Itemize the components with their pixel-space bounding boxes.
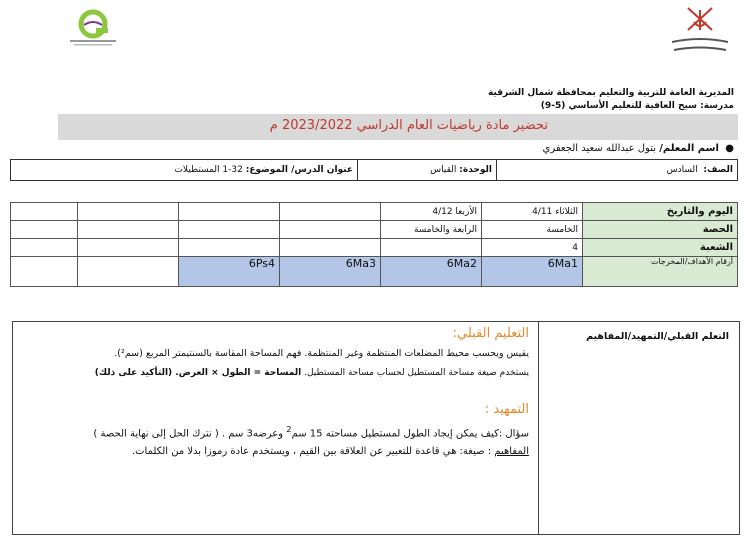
- period-label: الحصة: [583, 221, 738, 239]
- period-cell: [11, 221, 78, 239]
- date-cell: [78, 203, 179, 221]
- outcome-code-cell: 6Ma2: [381, 257, 482, 287]
- directorate-line: المديرية العامة للتربية والتعليم بمحافظة شمال الشرقية: [487, 88, 734, 98]
- day-date-label: اليوم والتاريخ: [583, 203, 738, 221]
- page-title: تحضير مادة رياضيات العام الدراسي 2023/2022 م: [269, 118, 548, 133]
- prior-learning-line2: يستخدم صيغة مساحة المستطيل لحساب مساحة المستطيل. المساحة = الطول × العرض. (التأكيد على ذلك): [94, 368, 529, 378]
- concepts-line: المفاهيم : صيغة: هي قاعدة للتعبير عن العلاقة بين القيم ، ويستخدم عادة رموزا بدلا من الكلمات.: [131, 446, 529, 457]
- unit-cell: الوحدة: القياس: [358, 160, 497, 181]
- topic-value: 32-1 المستطيلات: [174, 165, 243, 175]
- period-cell: [280, 221, 381, 239]
- section-cell: [11, 239, 78, 257]
- ministry-emblem-logo: [668, 4, 732, 56]
- date-cell: [280, 203, 381, 221]
- title-bar: [58, 114, 738, 140]
- period-cell: الرابعة والخامسة: [381, 221, 482, 239]
- unit-value: القياس: [430, 165, 457, 175]
- schedule-table: [10, 202, 738, 287]
- date-cell: [179, 203, 280, 221]
- section-cell: [179, 239, 280, 257]
- outcomes-label: أرقام الأهداف/المخرجات: [583, 257, 738, 287]
- section-label: الشعبة: [583, 239, 738, 257]
- grade-cell: الصف: السادس: [497, 160, 738, 181]
- date-cell: الثلاثاء 4/11: [482, 203, 583, 221]
- period-cell: [179, 221, 280, 239]
- outcome-code-cell: 6Ma3: [280, 257, 381, 287]
- outcome-code-cell: 6Ps4: [179, 257, 280, 287]
- intro-title: التمهيد :: [484, 402, 529, 417]
- bullet-icon: ●: [718, 143, 734, 154]
- section-cell: 4: [482, 239, 583, 257]
- lesson-info-table: [10, 159, 738, 181]
- outcome-code-cell: 6Ma1: [482, 257, 583, 287]
- period-cell: الخامسة: [482, 221, 583, 239]
- lesson-side-label: التعلم القبلي/التمهيد/المفاهيم: [586, 331, 729, 342]
- prior-learning-line1: يقيس ويحسب محيط المضلعات المنتظمة وغير المنتظمة. فهم المساحة المقاسة بالسنتيمتر المربع (سم²).: [114, 348, 529, 359]
- area-formula: المساحة = الطول × العرض. (التأكيد على ذلك): [94, 368, 302, 378]
- date-cell: [11, 203, 78, 221]
- section-cell: [78, 239, 179, 257]
- date-cell: الأربعا 4/12: [381, 203, 482, 221]
- teacher-line: [543, 143, 734, 154]
- lesson-side-column: [538, 322, 739, 534]
- topic-cell: عنوان الدرس/ الموضوع: 32-1 المستطيلات: [11, 160, 358, 181]
- teacher-label: اسم المعلم/: [659, 143, 719, 154]
- period-cell: [78, 221, 179, 239]
- teacher-name: بتول عبدالله سعيد الجعفري: [542, 143, 657, 154]
- intro-question: سؤال :كيف يمكن إيجاد الطول لمستطيل مساحته 15 سم$^2$ وعرضه3 سم . ( نترك الحل إلى نهاية الحصة ): [93, 424, 529, 440]
- section-cell: [280, 239, 381, 257]
- section-cell: [381, 239, 482, 257]
- quality-logo: [60, 8, 126, 48]
- grade-value: السادس: [666, 165, 698, 175]
- lesson-box: [12, 321, 740, 535]
- prior-learning-title: التعليم القبلي:: [452, 326, 529, 341]
- outcome-code-cell: [11, 257, 78, 287]
- outcome-code-cell: [78, 257, 179, 287]
- concepts-label: المفاهيم: [494, 446, 529, 457]
- school-line: مدرسة: سيح العافية للتعليم الأساسي (5-9): [540, 101, 734, 111]
